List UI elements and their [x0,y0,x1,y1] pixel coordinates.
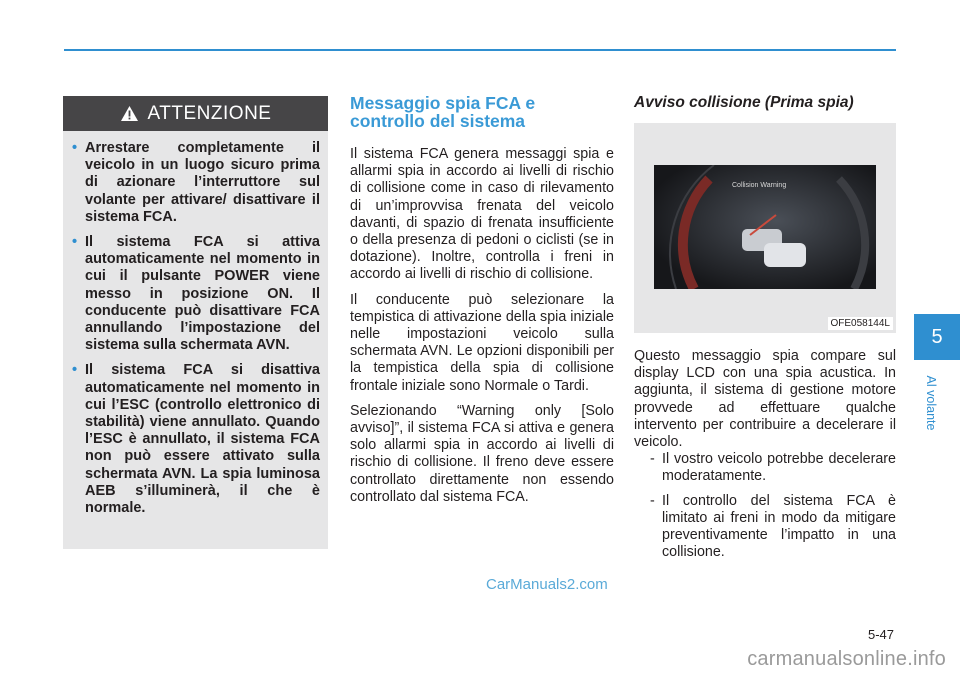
warning-item [72,140,320,226]
dash-icon: - [650,492,655,509]
warning-item-text: Arrestare completamente il veicolo in un luogo sicuro prima di azionare l’interruttore sul volante per attivare/ disattivare il sistema FCA. [85,140,320,225]
cluster-display [654,165,876,289]
paragraph: Il conducente può selezionare la tempistica di attivazione della spia iniziale nelle impostazioni veicolo sulla schermata AVN. Le opzioni disponibili per la tempistica della spia di collisione frontale iniziale sono Normale o Tardi. [350,291,614,394]
warning-list [72,140,320,525]
chapter-name-text: Al volante [924,375,938,431]
watermark-carmanuals[interactable]: CarManuals2.com [486,576,608,593]
paragraph: Il sistema FCA genera messaggi spia e allarmi spia in accordo ai livelli di rischio di collisione come in caso di rilevamento di un’improvvisa frenata del veicolo davanti, di spazio di frenata insufficiente o della presenza di pedoni o ciclisti (se in dotazione). Inoltre, controlla i freni in accordo ai livelli di rischio di collisione. [350,146,614,283]
warning-header [63,96,328,131]
warning-triangle-icon [120,105,139,122]
dash-icon: - [650,451,655,468]
section-title: Messaggio spia FCA e controllo del sistema [350,93,536,131]
watermark-site[interactable]: carmanualsonline.info [747,648,946,670]
warning-item [72,234,320,354]
warning-title: ATTENZIONE [147,102,272,124]
subsection-title: Avviso collisione (Prima spia) [634,94,854,111]
bullet-icon: • [72,362,78,379]
dash-list [634,451,896,561]
top-rule [64,49,896,51]
cluster-illustration [634,123,896,333]
chapter-tab: 5 [914,314,960,360]
bullet-icon: • [72,140,78,156]
paragraph: Selezionando “Warning only [Solo avviso]”, il sistema FCA si attiva e genera solo allarmi spia in accordo ai livelli di rischio di collisione. Il freno deve essere controllato direttamente non essendo controllato dal sistema FCA. [350,402,614,505]
page-number: 5-47 [867,627,894,642]
image-code: OFE058144L [828,317,894,330]
dash-item-text: Il vostro veicolo potrebbe decelerare moderatamente. [662,451,896,485]
bullet-icon: • [72,234,78,251]
right-column [634,94,896,568]
cluster-screen-text: Collision Warning [732,182,787,189]
chapter-name [918,370,944,440]
warning-box [63,96,328,549]
dash-item [634,451,896,485]
paragraph: Questo messaggio spia compare sul display LCD con una spia acustica. In aggiunta, il sistema di gestione motore provvede ad effettuare qualche intervento per contribuire a decelerare il veicolo. [634,348,896,451]
dash-item [634,493,896,562]
warning-item [72,362,320,517]
warning-item-text: Il sistema FCA si disattiva automaticamente nel momento in cui l’ESC (controllo elettronico di stabilità) viene annullato. Quando l’ESC è annullato, il sistema FCA non può essere attivato sulla schermata AVN. La spia luminosa AEB s’illuminerà, il che è normale. [85,362,320,517]
middle-column [350,94,614,514]
warning-item-text: Il sistema FCA si attiva automaticamente nel momento in cui il pulsante POWER viene messo in posizione ON. Il conducente può disattivare FCA annullando l’impostazione del sistema sulla schermata AVN. [85,234,320,354]
dash-item-text: Il controllo del sistema FCA è limitato ai freni in modo da mitigare preventivamente l’impatto in una collisione. [662,492,896,561]
